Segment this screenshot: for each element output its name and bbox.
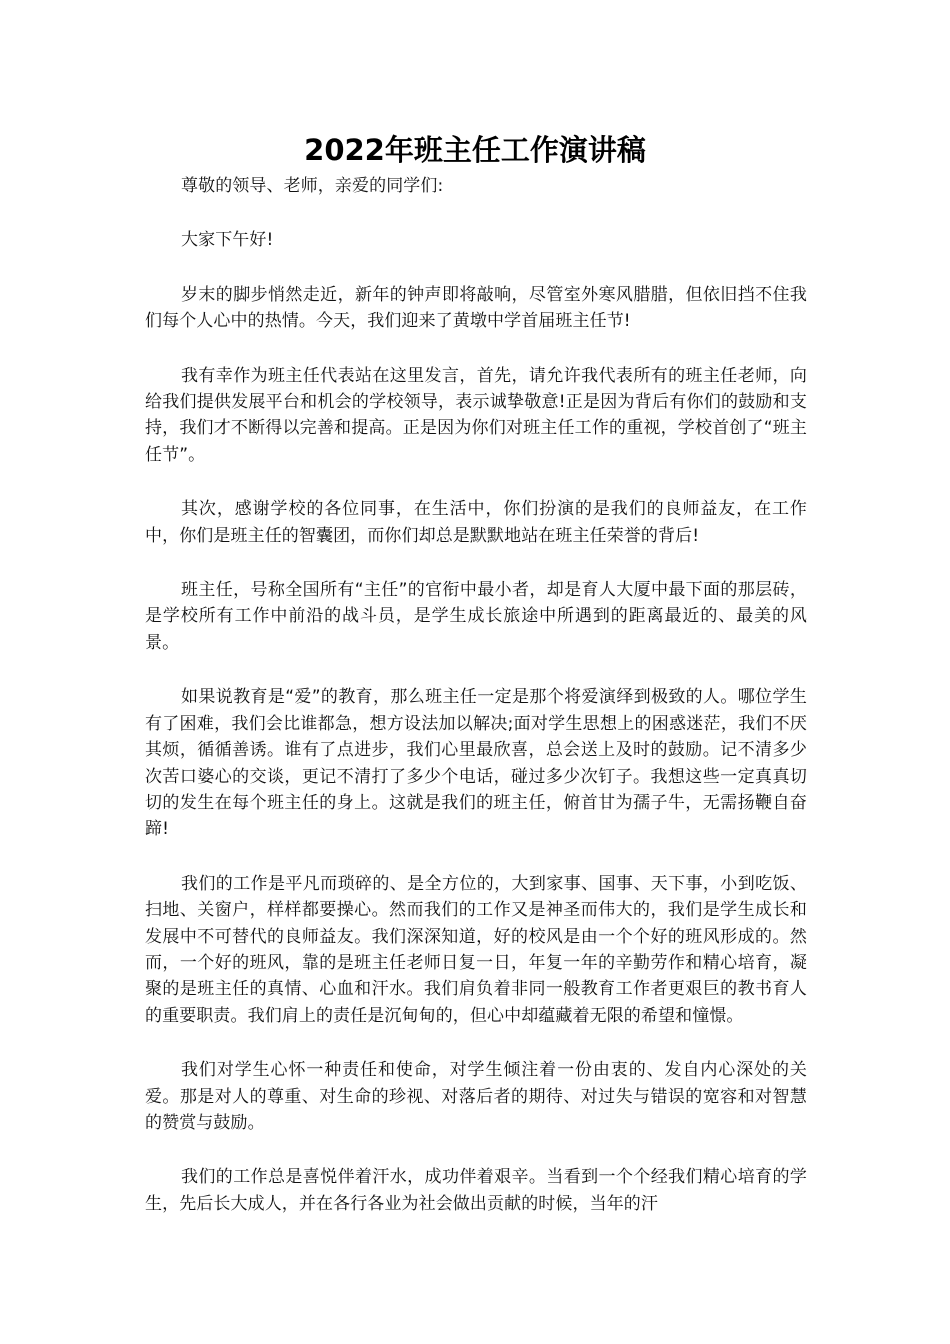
paragraph: 岁末的脚步悄然走近，新年的钟声即将敲响，尽管室外寒风腊腊，但依旧挡不住我们每个人心中的热情。今天，我们迎来了黄墩中学首届班主任节! [145, 284, 807, 332]
paragraph: 我们的工作总是喜悦伴着汗水，成功伴着艰辛。当看到一个个经我们精心培育的学生，先后长大成人，并在各行各业为社会做出贡献的时候，当年的汗 [145, 1167, 807, 1214]
paragraph: 我有幸作为班主任代表站在这里发言，首先，请允许我代表所有的班主任老师，向给我们提供发展平台和机会的学校领导，表示诚挚敬意!正是因为背后有你们的鼓励和支持，我们才不断得以完善和提高。正是因为你们对班主任工作的重视，学校首创了“班主任节”。 [145, 365, 807, 465]
document-title: 2022年班主任工作演讲稿 [304, 133, 646, 167]
paragraph: 班主任，号称全国所有“主任”的官衔中最小者，却是育人大厦中最下面的那层砖，是学校所有工作中前沿的战斗员，是学生成长旅途中所遇到的距离最近的、最美的风景。 [145, 580, 807, 653]
paragraph: 如果说教育是“爱”的教育，那么班主任一定是那个将爱演绎到极致的人。哪位学生有了困难，我们会比谁都急，想方设法加以解决;面对学生思想上的困惑迷茫，我们不厌其烦，循循善诱。谁有了点进步，我们心里最欣喜，总会送上及时的鼓励。记不清多少次苦口婆心的交谈，更记不清打了多少个电话，碰过多少次钉子。我想这些一定真真切切的发生在每个班主任的身上。这就是我们的班主任，俯首甘为孺子牛，无需扬鞭自奋蹄! [145, 687, 807, 840]
document-body [145, 173, 807, 1245]
paragraph-salutation: 尊敬的领导、老师，亲爱的同学们: [181, 176, 444, 196]
paragraph: 我们对学生心怀一种责任和使命，对学生倾注着一份由衷的、发自内心深处的关爱。那是对人的尊重、对生命的珍视、对落后者的期待、对过失与错误的宽容和对智慧的赞赏与鼓励。 [145, 1060, 807, 1133]
paragraph-greeting: 大家下午好! [181, 230, 274, 251]
paragraph: 其次，感谢学校的各位同事，在生活中，你们扮演的是我们的良师益友，在工作中，你们是班主任的智囊团，而你们却总是默默地站在班主任荣誉的背后! [145, 499, 807, 546]
paragraph: 我们的工作是平凡而琐碎的、是全方位的，大到家事、国事、天下事，小到吃饭、扫地、关窗户，样样都要操心。然而我们的工作又是神圣而伟大的，我们是学生成长和发展中不可替代的良师益友。我们深深知道，好的校风是由一个个好的班风形成的。然而，一个好的班风，靠的是班主任老师日复一日，年复一年的辛勤劳作和精心培育，凝聚的是班主任的真情、心血和汗水。我们肩负着非同一般教育工作者更艰巨的教书育人的重要职责。我们肩上的责任是沉甸甸的，但心中却蕴藏着无限的希望和憧憬。 [145, 873, 807, 1026]
